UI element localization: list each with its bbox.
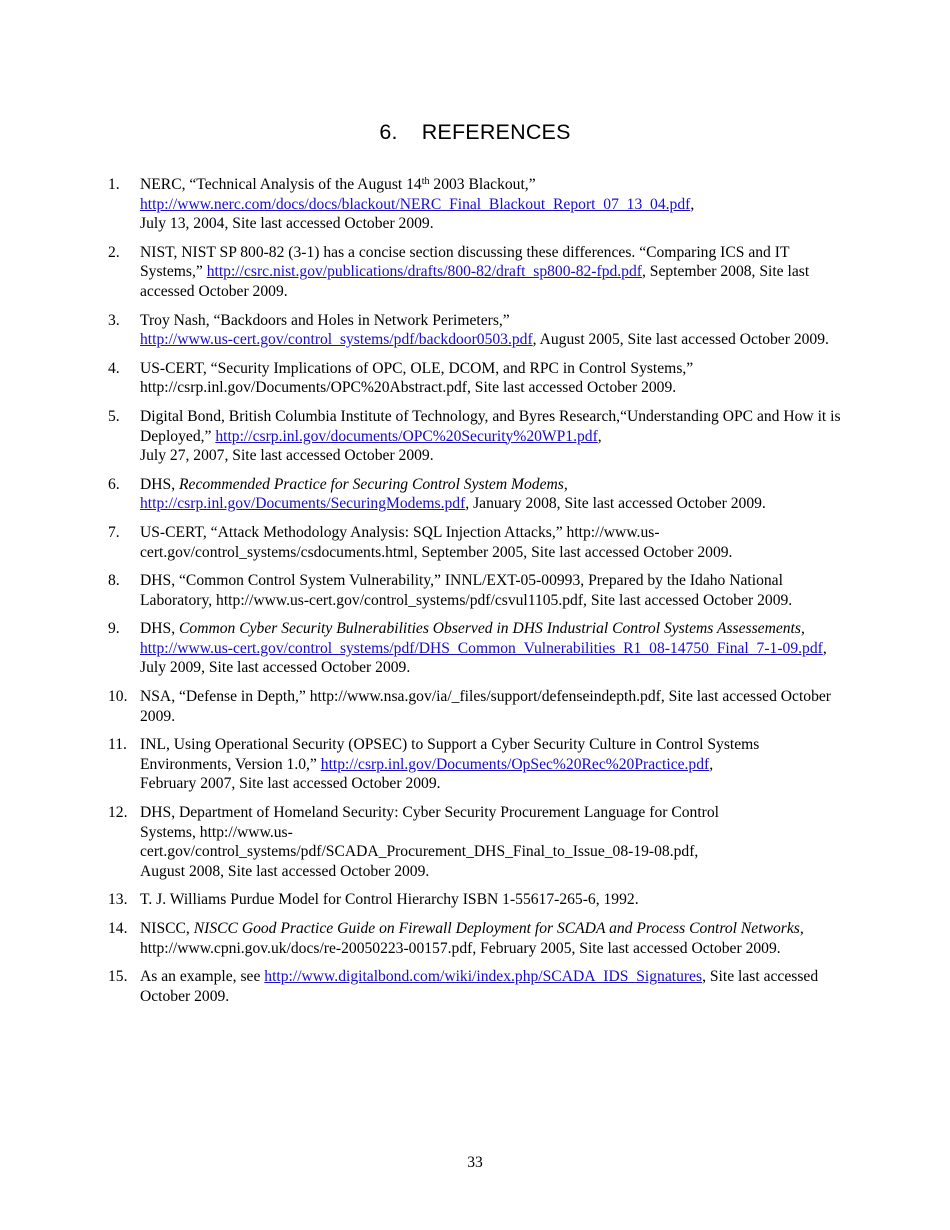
reference-title-italic: Recommended Practice for Securing Control System Modems, bbox=[179, 475, 568, 493]
reference-text-run: , August 2005, Site last accessed October 2009. bbox=[532, 331, 829, 349]
reference-text-run: , September 2008, Site last accessed October 2009. bbox=[140, 263, 810, 300]
superscript: th bbox=[421, 176, 430, 187]
reference-text-run: NIST, NIST SP 800-82 (3-1) has a concise section discussing these differences. “Comparing ICS and IT Systems,” bbox=[140, 243, 790, 281]
reference-text-run: Systems, http://www.us- bbox=[140, 823, 293, 841]
reference-number: 1. bbox=[108, 176, 120, 193]
reference-link[interactable]: http://csrp.inl.gov/Documents/OpSec%20Rec%20Practice.pdf bbox=[320, 755, 710, 773]
reference-link[interactable]: http://www.us-cert.gov/control_systems/pdf/backdoor0503.pdf bbox=[140, 331, 533, 349]
reference-item bbox=[108, 571, 846, 610]
reference-number: 12. bbox=[108, 804, 128, 822]
reference-list bbox=[108, 175, 846, 1015]
reference-text bbox=[140, 244, 809, 300]
reference-text-run: INL, Using Operational Security (OPSEC) to Support a Cyber Security Culture in Control Systems Environments, Version 1.0,” bbox=[140, 736, 760, 773]
reference-text-run: , bbox=[690, 195, 695, 213]
section-number: 6. bbox=[379, 120, 398, 144]
reference-number: 9. bbox=[108, 620, 120, 638]
reference-text-run: DHS, Department of Homeland Security: Cyber Security Procurement Language for Control bbox=[140, 804, 719, 822]
reference-number: 3. bbox=[108, 311, 120, 329]
reference-text bbox=[140, 360, 693, 397]
reference-text-run: cert.gov/control_systems/csdocuments.html, September 2005, Site last accessed October 2009. bbox=[140, 543, 733, 561]
reference-item bbox=[108, 243, 846, 302]
reference-text bbox=[140, 176, 694, 232]
reference-text-run: Digital Bond, British Columbia Institute of Technology, and Byres Research,“Understanding OPC and How it is Deployed,” bbox=[140, 407, 841, 445]
reference-text-run: February 2007, Site last accessed October 2009. bbox=[140, 775, 441, 793]
reference-number: 13. bbox=[108, 891, 128, 909]
reference-text-run: cert.gov/control_systems/pdf/SCADA_Procurement_DHS_Final_to_Issue_08-19-08.pdf, bbox=[140, 843, 699, 861]
reference-item bbox=[108, 735, 846, 794]
reference-item bbox=[108, 919, 846, 958]
reference-item bbox=[108, 523, 846, 562]
reference-link[interactable]: http://csrp.inl.gov/documents/OPC%20Security%20WP1.pdf bbox=[215, 427, 598, 445]
reference-text-run: DHS, bbox=[140, 620, 179, 638]
reference-text-run: US-CERT, “Security Implications of OPC, OLE, DCOM, and RPC in Control Systems,” bbox=[140, 359, 694, 377]
reference-text bbox=[140, 620, 827, 676]
reference-text-run: , July 2009, Site last accessed October 2009. bbox=[140, 639, 827, 677]
reference-link[interactable]: http://csrc.nist.gov/publications/drafts/800-82/draft_sp800-82-fpd.pdf bbox=[206, 263, 642, 281]
reference-text-run: Troy Nash, “Backdoors and Holes in Network Perimeters,” bbox=[140, 311, 510, 329]
reference-text bbox=[140, 312, 829, 349]
reference-item bbox=[108, 619, 846, 678]
reference-text bbox=[140, 804, 719, 880]
reference-number: 15. bbox=[108, 968, 128, 986]
reference-item bbox=[108, 475, 846, 514]
reference-number: 10. bbox=[108, 688, 128, 706]
reference-item bbox=[108, 175, 846, 234]
reference-text-run: , Site last accessed October 2009. bbox=[140, 968, 819, 1005]
reference-text-run: August 2008, Site last accessed October 2009. bbox=[140, 862, 430, 880]
page-number: 33 bbox=[467, 1154, 483, 1171]
reference-text bbox=[140, 476, 766, 513]
reference-number: 7. bbox=[108, 523, 120, 541]
reference-text-run: , http://www.cpni.gov.uk/docs/re-20050223-00157.pdf, February 2005, Site last accessed October 2009. bbox=[140, 920, 804, 957]
reference-text bbox=[140, 572, 792, 609]
reference-number: 11. bbox=[108, 736, 127, 754]
reference-text-run: , bbox=[597, 427, 602, 445]
reference-text-run: July 27, 2007, Site last accessed October 2009. bbox=[140, 447, 434, 465]
reference-text-run: July 13, 2004, Site last accessed October 2009. bbox=[140, 215, 434, 233]
reference-text bbox=[140, 891, 639, 908]
reference-text-run: US-CERT, “Attack Methodology Analysis: SQL Injection Attacks,” http://www.us- bbox=[140, 523, 660, 541]
reference-text-run: NISCC, bbox=[140, 920, 194, 937]
reference-title-italic: NISCC Good Practice Guide on Firewall Deployment for SCADA and Process Control Networks bbox=[193, 920, 800, 937]
reference-item bbox=[108, 407, 846, 466]
reference-text-run: As an example, see bbox=[140, 968, 265, 986]
reference-item bbox=[108, 311, 846, 350]
reference-number: 6. bbox=[108, 475, 120, 493]
reference-number: 14. bbox=[108, 920, 128, 937]
reference-number: 4. bbox=[108, 359, 120, 377]
reference-title-italic: Common Cyber Security Bulnerabilities Observed in DHS Industrial Control Systems Assessements bbox=[179, 620, 801, 638]
reference-text-run: DHS, bbox=[140, 475, 179, 493]
reference-text-run: , January 2008, Site last accessed October 2009. bbox=[465, 495, 766, 513]
reference-text-run: NERC, “Technical Analysis of the August 14 bbox=[140, 176, 422, 193]
reference-item bbox=[108, 967, 846, 1006]
reference-text-run: 2003 Blackout,” bbox=[429, 176, 536, 193]
reference-text bbox=[140, 968, 818, 1005]
reference-text bbox=[140, 736, 759, 792]
page-title bbox=[0, 120, 950, 145]
reference-text-run: http://csrp.inl.gov/Documents/OPC%20Abstract.pdf, Site last accessed October 2009. bbox=[140, 379, 677, 397]
reference-text-run: T. J. Williams Purdue Model for Control Hierarchy ISBN 1-55617-265-6, 1992. bbox=[140, 891, 639, 909]
reference-item bbox=[108, 687, 846, 726]
reference-text bbox=[140, 408, 841, 464]
reference-text-run: , bbox=[709, 755, 714, 773]
reference-text-run: DHS, “Common Control System Vulnerability,” INNL/EXT-05-00993, Prepared by the Idaho National Laboratory, http://www.us-cert.gov/control_systems/pdf/csvul1105.pdf, Site last accessed October 2009. bbox=[140, 572, 793, 609]
reference-text-run: , bbox=[800, 620, 805, 638]
reference-number: 5. bbox=[108, 407, 120, 425]
reference-item bbox=[108, 890, 846, 910]
reference-item bbox=[108, 359, 846, 398]
reference-text-run: NSA, “Defense in Depth,” http://www.nsa.gov/ia/_files/support/defenseindepth.pdf, Site last accessed October 2009. bbox=[140, 688, 832, 725]
reference-link[interactable]: http://www.us-cert.gov/control_systems/pdf/DHS_Common_Vulnerabilities_R1_08-14750_Final_7-1-09.pdf bbox=[140, 639, 823, 657]
reference-text bbox=[140, 688, 831, 725]
reference-number: 8. bbox=[108, 572, 120, 590]
reference-link[interactable]: http://www.digitalbond.com/wiki/index.php/SCADA_IDS_Signatures bbox=[264, 968, 703, 986]
reference-link[interactable]: http://csrp.inl.gov/Documents/SecuringModems.pdf bbox=[140, 495, 466, 513]
reference-number: 2. bbox=[108, 243, 120, 261]
reference-text bbox=[140, 920, 804, 957]
reference-item bbox=[108, 803, 846, 881]
section-title: REFERENCES bbox=[421, 120, 571, 144]
reference-link[interactable]: http://www.nerc.com/docs/docs/blackout/NERC_Final_Blackout_Report_07_13_04.pdf bbox=[140, 195, 691, 213]
reference-text bbox=[140, 524, 732, 561]
